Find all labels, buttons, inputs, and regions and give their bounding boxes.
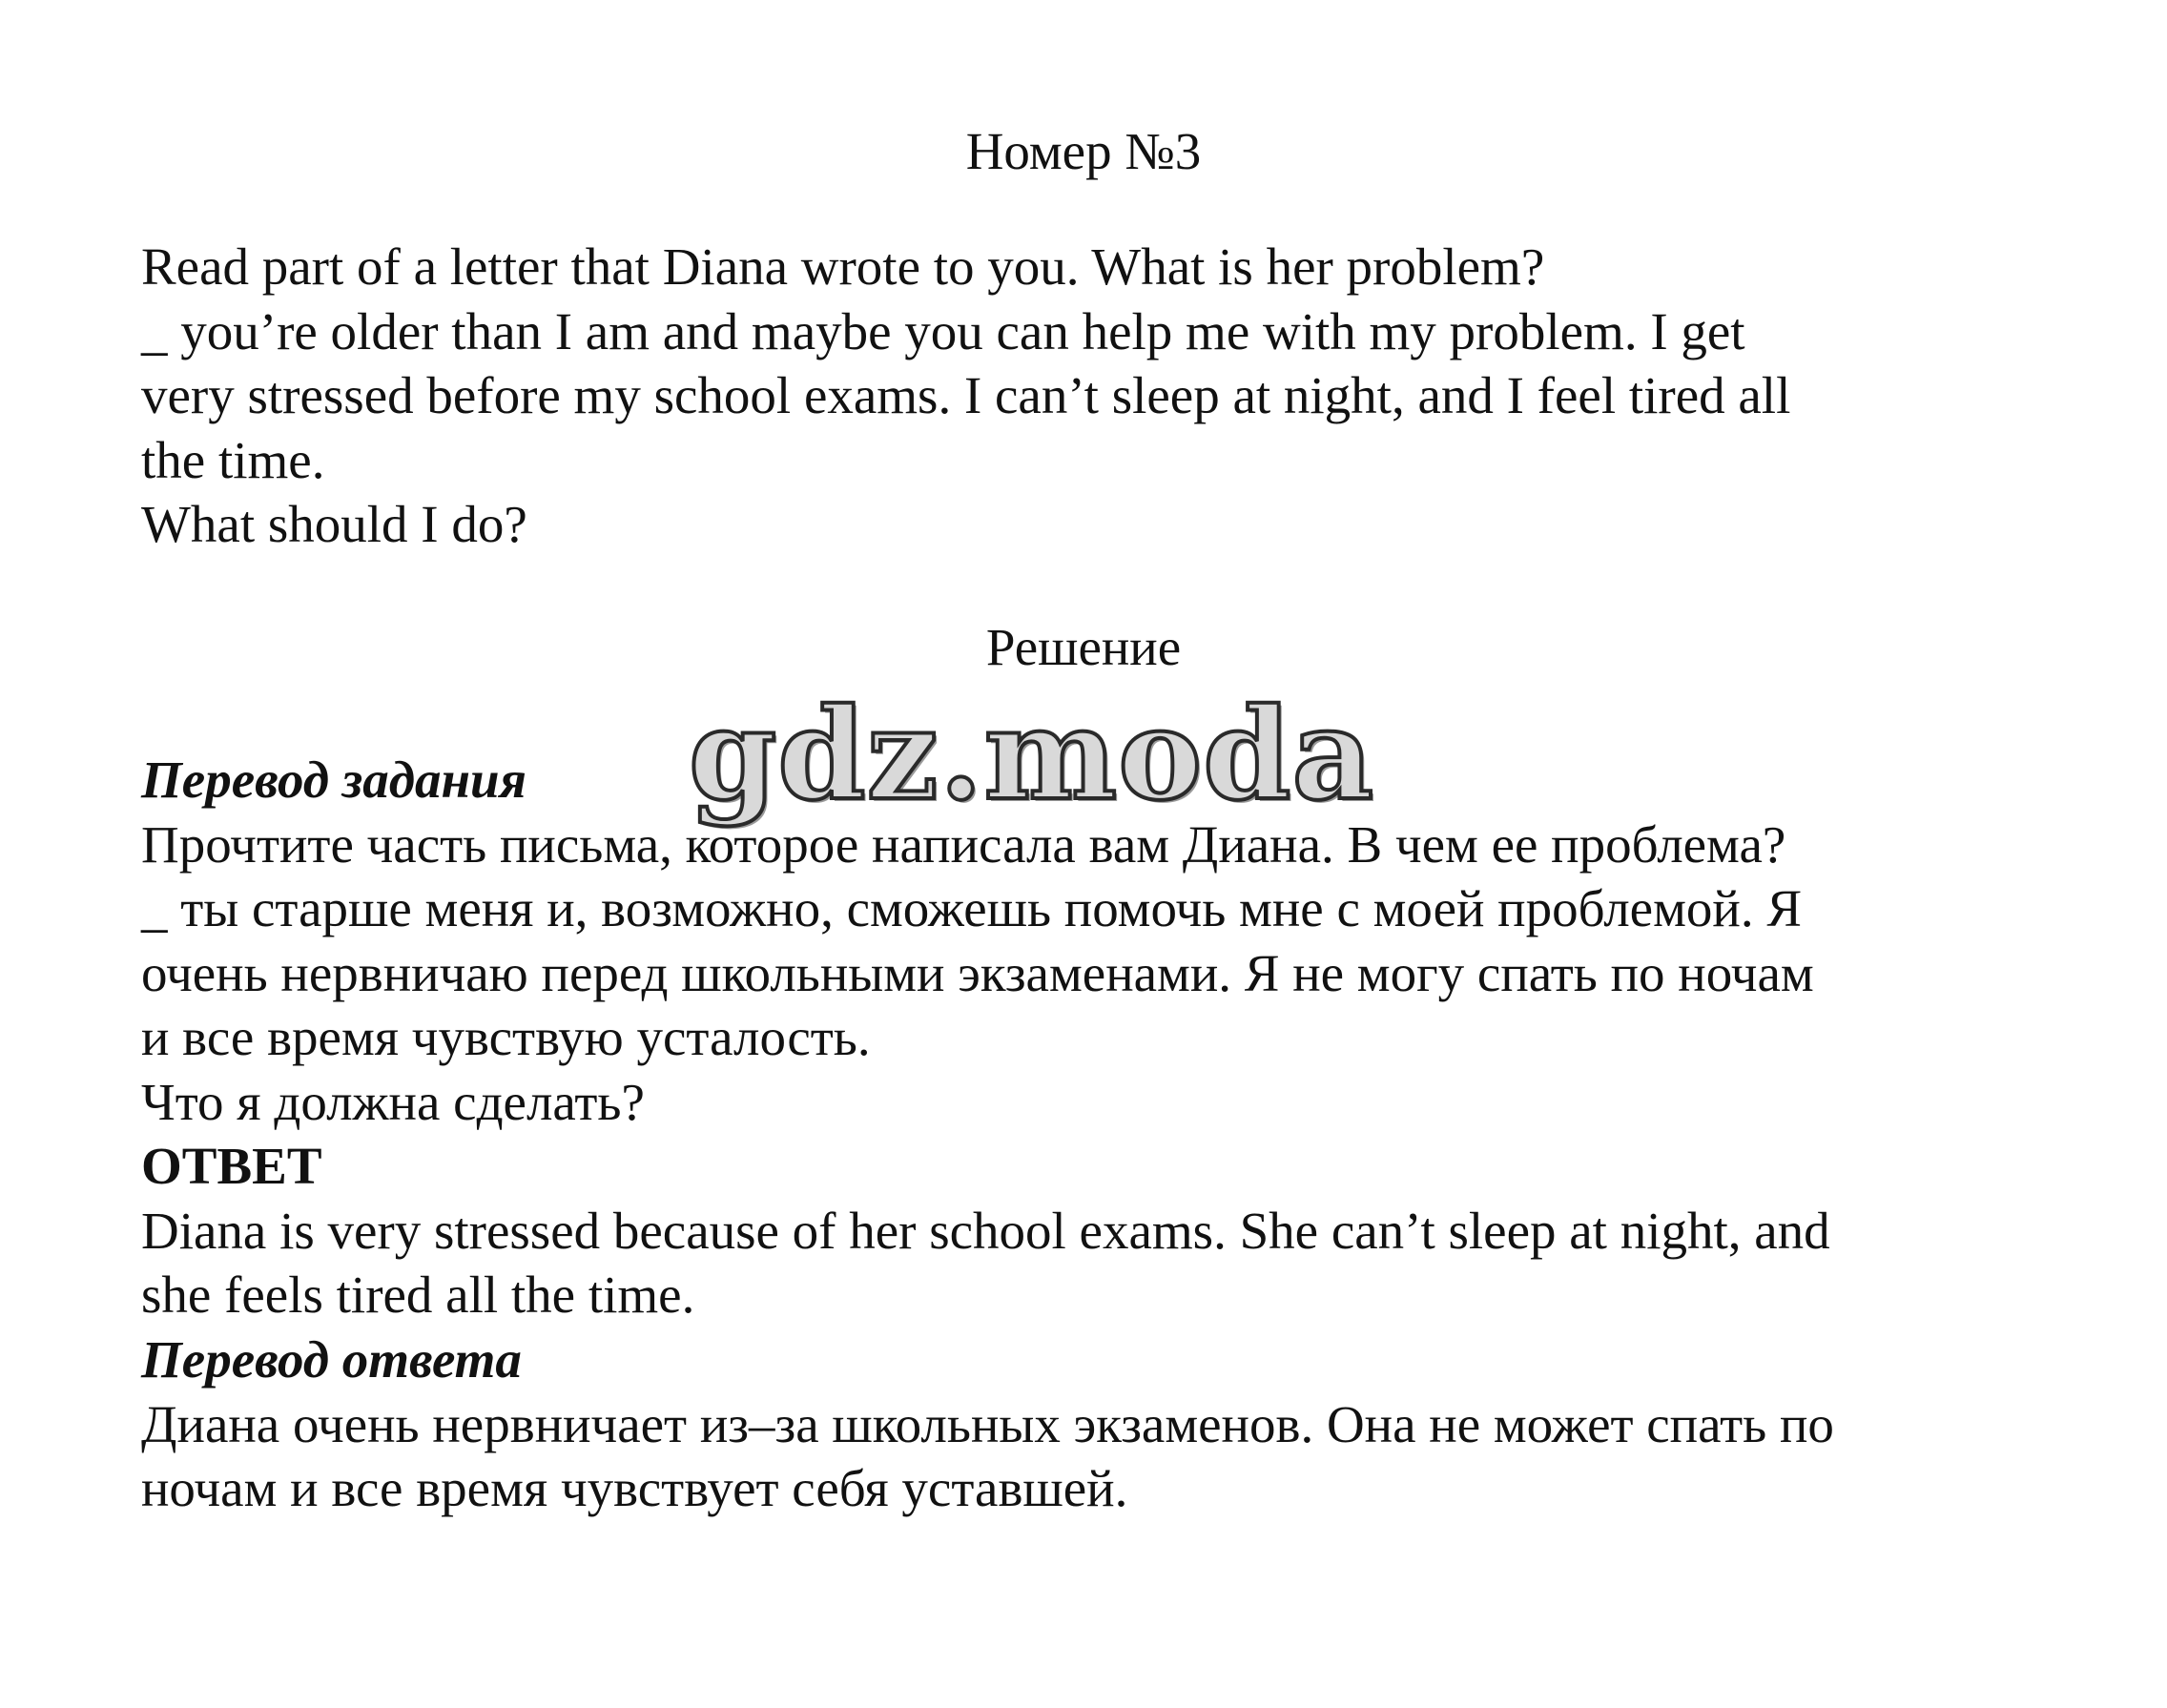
task-line: What should I do? [141,495,527,553]
task-translation [141,748,2068,1134]
answer-translation-line: ночам и все время чувствует себя уставшей. [141,1459,1128,1517]
task-line: Read part of a letter that Diana wrote to you. What is her problem? [141,237,1545,296]
task-text [141,235,2068,557]
watermark-logo: gdz.moda [689,681,1375,829]
answer-translation-section [141,1327,2068,1521]
task-line: very stressed before my school exams. I can’t sleep at night, and I feel tired all [141,366,1791,424]
answer-translation-line: Диана очень нервничает из–за школьных экзаменов. Она не может спать по [141,1394,1834,1453]
translation-line: и все время чувствую усталость. [141,1008,871,1066]
answer-line: she feels tired all the time. [141,1266,695,1324]
task-line: _ you’re older than I am and maybe you can help me with my problem. I get [141,301,1745,360]
exercise-number: Номер №3 [965,122,1202,180]
answer-translation-heading: Перевод ответа [141,1330,522,1389]
translation-line: Что я должна сделать? [141,1072,645,1131]
translation-line: _ ты старше меня и, возможно, сможешь помочь мне с моей проблемой. Я [141,879,1803,937]
answer-line: Diana is very stressed because of her school exams. She can’t sleep at night, and [141,1201,1830,1260]
task-line: the time. [141,430,325,489]
translation-line: очень нервничаю перед школьными экзаменами. Я не могу спать по ночам [141,943,1814,1002]
solution-label: Решение [985,618,1182,676]
translation-heading: Перевод задания [141,751,526,809]
answer-section [141,1134,2068,1327]
answer-heading: ОТВЕТ [141,1137,322,1195]
translation-line: Прочтите часть письма, которое написала вам Диана. В чем ее проблема? [141,814,1786,874]
